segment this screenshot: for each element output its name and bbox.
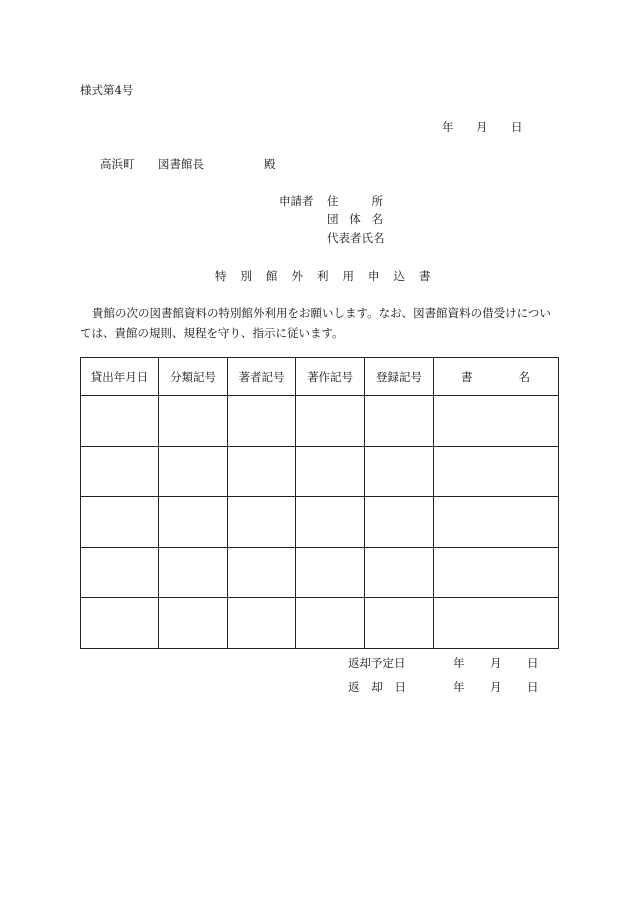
request-statement: 貴館の次の図書館資料の特別館外利用をお願いします。なお、図書館資料の借受けについては、貴館の規則、規程を守り、指示に従います。 (80, 306, 551, 340)
title-char: 別 (240, 269, 252, 283)
addressee-town: 高浜町 (100, 157, 135, 171)
applicant-representative-label: 代表者氏名 (327, 231, 385, 245)
addressee-title: 図書館長 (158, 157, 204, 171)
title-char: 用 (342, 269, 354, 283)
form-number: 様式第4号 (80, 83, 134, 97)
book-title-cell[interactable] (434, 497, 559, 548)
return-char: 日 (394, 680, 406, 694)
table-row (81, 396, 559, 447)
book-title-cell[interactable] (434, 598, 559, 649)
loan-date-cell[interactable] (81, 446, 159, 497)
classification-code-cell[interactable] (159, 497, 228, 548)
book-title-cell[interactable] (434, 446, 559, 497)
work-code-cell[interactable] (296, 598, 365, 649)
scheduled-return-day: 日 (527, 656, 539, 670)
book-title-cell[interactable] (434, 547, 559, 598)
table-row (81, 497, 559, 548)
date-day-label: 日 (511, 120, 523, 134)
classification-code-cell[interactable] (159, 446, 228, 497)
scheduled-return-month: 月 (490, 656, 502, 670)
return-char: 却 (371, 680, 383, 694)
registration-code-cell[interactable] (365, 547, 434, 598)
header-loan-date: 貸出年月日 (81, 358, 159, 396)
scheduled-return-label: 返却予定日 (348, 656, 406, 670)
title-char: 特 (215, 269, 227, 283)
address-char: 住 (327, 194, 339, 208)
work-code-cell[interactable] (296, 497, 365, 548)
work-code-cell[interactable] (296, 446, 365, 497)
header-author-code: 著者記号 (228, 358, 296, 396)
scheduled-return-date (348, 655, 539, 671)
registration-code-cell[interactable] (365, 497, 434, 548)
header-registration-code: 登録記号 (365, 358, 434, 396)
registration-code-cell[interactable] (365, 396, 434, 447)
title-char: 利 (317, 269, 329, 283)
group-char: 団 (327, 212, 339, 226)
classification-code-cell[interactable] (159, 396, 228, 447)
classification-code-cell[interactable] (159, 598, 228, 649)
author-code-cell[interactable] (228, 446, 296, 497)
table-header-row (81, 358, 559, 396)
applicant-address-label (327, 193, 383, 209)
author-code-cell[interactable] (228, 396, 296, 447)
registration-code-cell[interactable] (365, 598, 434, 649)
title-char: 書 (419, 269, 431, 283)
date-month-label: 月 (476, 120, 488, 134)
title-char: 外 (291, 269, 303, 283)
application-date (442, 119, 523, 135)
work-code-cell[interactable] (296, 547, 365, 598)
applicant-group-label (327, 211, 383, 227)
book-title-cell[interactable] (434, 396, 559, 447)
document-title (215, 268, 431, 284)
actual-return-date (348, 679, 539, 695)
table-row (81, 598, 559, 649)
date-year-label: 年 (442, 120, 454, 134)
actual-return-month: 月 (490, 680, 502, 694)
actual-return-day: 日 (527, 680, 539, 694)
table-row (81, 446, 559, 497)
actual-return-label (348, 679, 453, 695)
group-char: 名 (371, 212, 383, 226)
title-char: 館 (266, 269, 278, 283)
loan-date-cell[interactable] (81, 547, 159, 598)
loan-records-table (80, 357, 559, 649)
book-title-char: 書 (461, 369, 473, 384)
book-title-char: 名 (518, 369, 530, 384)
title-char: 申 (368, 269, 380, 283)
table-row (81, 547, 559, 598)
header-book-title (434, 358, 559, 396)
author-code-cell[interactable] (228, 598, 296, 649)
return-char: 返 (348, 680, 360, 694)
loan-date-cell[interactable] (81, 396, 159, 447)
address-char: 所 (371, 194, 383, 208)
actual-return-year: 年 (453, 680, 465, 694)
addressee (100, 156, 276, 172)
classification-code-cell[interactable] (159, 547, 228, 598)
author-code-cell[interactable] (228, 547, 296, 598)
applicant-label: 申請者 (279, 194, 314, 208)
addressee-honorific: 殿 (264, 157, 276, 171)
loan-date-cell[interactable] (81, 598, 159, 649)
header-classification-code: 分類記号 (159, 358, 228, 396)
work-code-cell[interactable] (296, 396, 365, 447)
header-work-code: 著作記号 (296, 358, 365, 396)
loan-date-cell[interactable] (81, 497, 159, 548)
registration-code-cell[interactable] (365, 446, 434, 497)
author-code-cell[interactable] (228, 497, 296, 548)
scheduled-return-year: 年 (453, 656, 465, 670)
title-char: 込 (393, 269, 405, 283)
group-char: 体 (349, 212, 361, 226)
